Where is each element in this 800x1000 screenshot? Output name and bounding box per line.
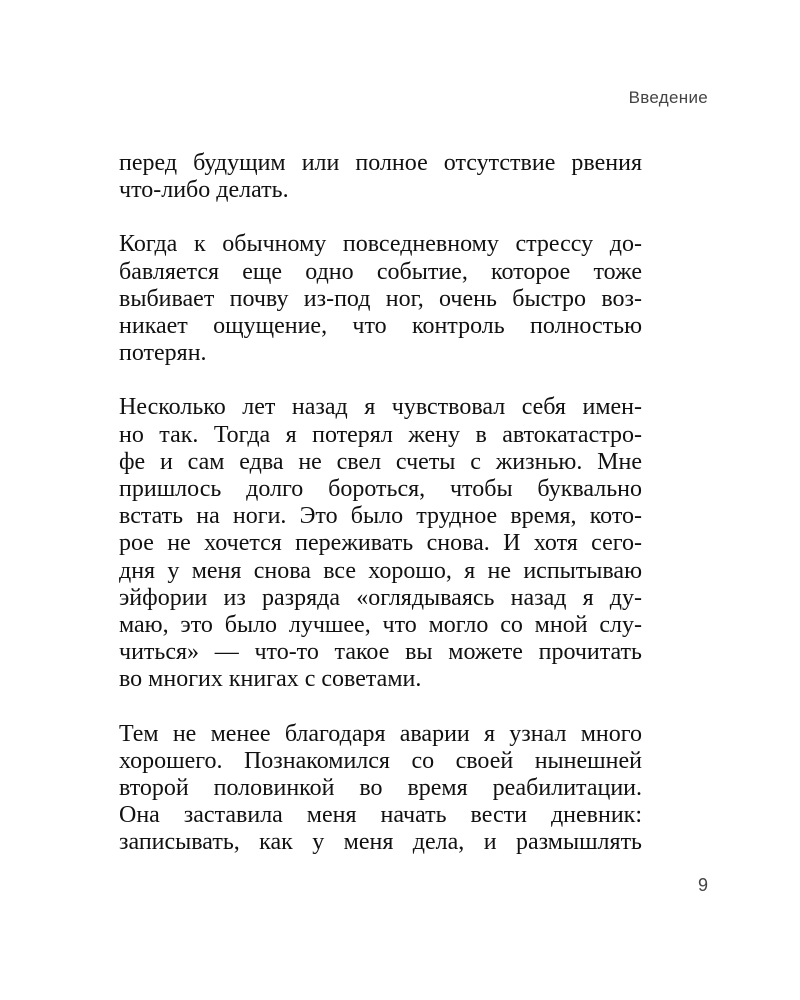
- text-line: пришлось долго бороться, чтобы буквально: [119, 476, 642, 503]
- running-head-title: Введение: [628, 88, 708, 107]
- text-line: читься» — что-то такое вы можете прочитать: [119, 639, 642, 666]
- text-line: но так. Тогда я потерял жену в автокатастро-: [119, 421, 642, 448]
- text-line: Когда к обычному повседневному стрессу до-: [119, 231, 642, 258]
- paragraph-3: [119, 394, 642, 693]
- text-line: во многих книгах с советами.: [119, 666, 422, 693]
- text-line: Несколько лет назад я чувствовал себя имен-: [119, 394, 642, 421]
- text-line: фе и сам едва не свел счеты с жизнью. Мне: [119, 448, 642, 475]
- body-text: [119, 150, 642, 884]
- text-line: Она заставила меня начать вести дневник:: [119, 802, 642, 829]
- text-line: никает ощущение, что контроль полностью: [119, 313, 642, 340]
- text-line: рое не хочется переживать снова. И хотя сего-: [119, 530, 642, 557]
- text-line: записывать, как у меня дела, и размышлять: [119, 829, 642, 856]
- text-line: хорошего. Познакомился со своей нынешней: [119, 747, 642, 774]
- text-line: Тем не менее благодаря аварии я узнал много: [119, 720, 642, 747]
- text-line: бавляется еще одно событие, которое тоже: [119, 258, 642, 285]
- paragraph-1: [119, 150, 642, 204]
- page-number: 9: [697, 875, 708, 895]
- text-line: дня у меня снова все хорошо, я не испытываю: [119, 557, 642, 584]
- paragraph-2: [119, 231, 642, 367]
- text-line: встать на ноги. Это было трудное время, кото-: [119, 503, 642, 530]
- text-line: эйфории из разряда «оглядываясь назад я ду-: [119, 584, 642, 611]
- paragraph-4: [119, 721, 642, 857]
- text-line: перед будущим или полное отсутствие рвения: [119, 150, 642, 176]
- text-line: выбивает почву из-под ног, очень быстро воз-: [119, 285, 642, 312]
- text-line: что-либо делать.: [119, 177, 289, 204]
- text-line: маю, это было лучшее, что могло со мной слу-: [119, 612, 642, 639]
- text-line: потерян.: [119, 340, 207, 367]
- text-line: второй половинкой во время реабилитации.: [119, 775, 642, 802]
